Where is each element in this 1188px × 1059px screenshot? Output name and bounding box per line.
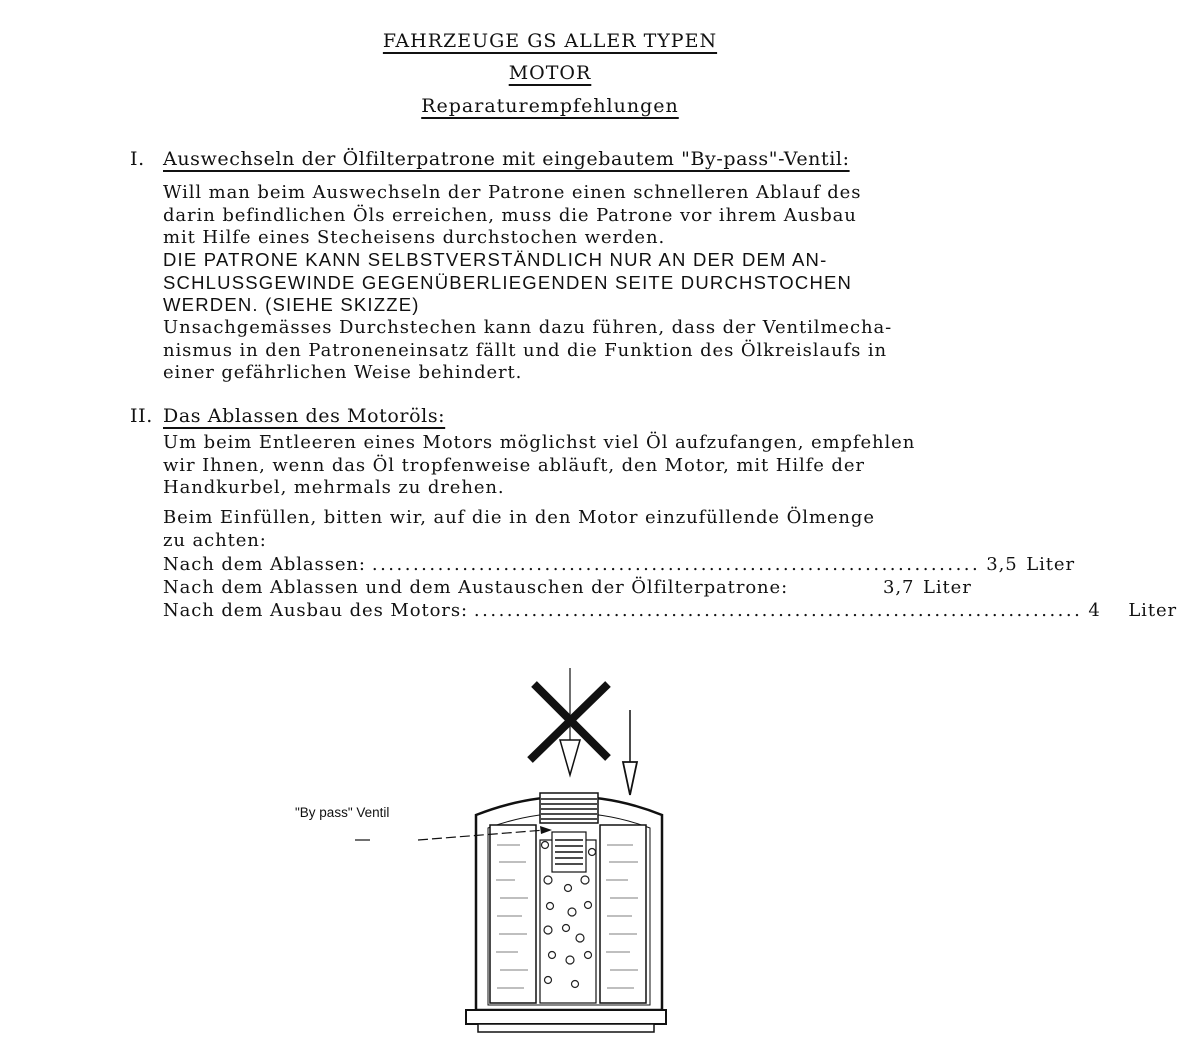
oil-filter-sketch: [0, 640, 1100, 1059]
oil-quantity-row: Nach dem Ablassen: .......................................................................... 3,5 Liter: [163, 554, 1075, 575]
section-2-heading: [130, 405, 445, 427]
section-1-caps-warning: DIE PATRONE KANN SELBSTVERSTÄNDLICH NUR AN DER DEM AN- SCHLUSSGEWINDE GEGENÜBERLIEGENDEN SEITE DURCHSTOCHEN WERDEN. (SIEHE SKIZZE): [163, 249, 853, 315]
header-repair-recommendations: Reparaturempfehlungen: [421, 95, 679, 117]
oil-quantity-row: Nach dem Ablassen und dem Austauschen der Ölfilterpatrone: 3,7 Liter: [163, 577, 972, 598]
section-1-title: Auswechseln der Ölfilterpatrone mit eingebautem "By-pass"-Ventil:: [163, 148, 850, 170]
section-1-heading: [130, 148, 850, 170]
header-vehicle-type: FAHRZEUGE GS ALLER TYPEN: [382, 30, 718, 52]
correct-piercing-arrow-icon: [623, 710, 637, 795]
section-1-number: I.: [130, 148, 145, 170]
wrong-piercing-arrow-icon: [530, 668, 608, 775]
bypass-valve-label: "By pass" Ventil: [295, 805, 390, 820]
section-2-paragraph-1: Um beim Entleeren eines Motors möglichst viel Öl aufzufangen, empfehlen wir Ihnen, wenn das Öl tropfenweise abläuft, den Motor, mit Hilfe der Handkurbel, mehrmals zu drehen.: [163, 432, 916, 498]
section-2-title: Das Ablassen des Motoröls:: [163, 405, 446, 427]
oil-quantity-row: Nach dem Ausbau des Motors: .......................................................................... 4 Liter: [163, 600, 1178, 621]
section-2-number: II.: [130, 405, 153, 427]
filter-cartridge-icon: [466, 793, 666, 1032]
section-1-warning-paragraph: Unsachgemässes Durchstechen kann dazu führen, dass der Ventilmecha- nismus in den Patroneneinsatz fällt und die Funktion des Ölkreislaufs in einer gefährlichen Weise behindert.: [163, 317, 893, 383]
section-1-paragraph: Will man beim Auswechseln der Patrone einen schnelleren Ablauf des darin befindlichen Öls erreichen, muss die Patrone vor ihrem Ausbau mit Hilfe eines Stecheisens durchstochen werden.: [163, 182, 862, 248]
header-engine: MOTOR: [508, 62, 592, 84]
section-2-paragraph-2: Beim Einfüllen, bitten wir, auf die in den Motor einzufüllende Ölmenge zu achten:: [163, 507, 875, 551]
